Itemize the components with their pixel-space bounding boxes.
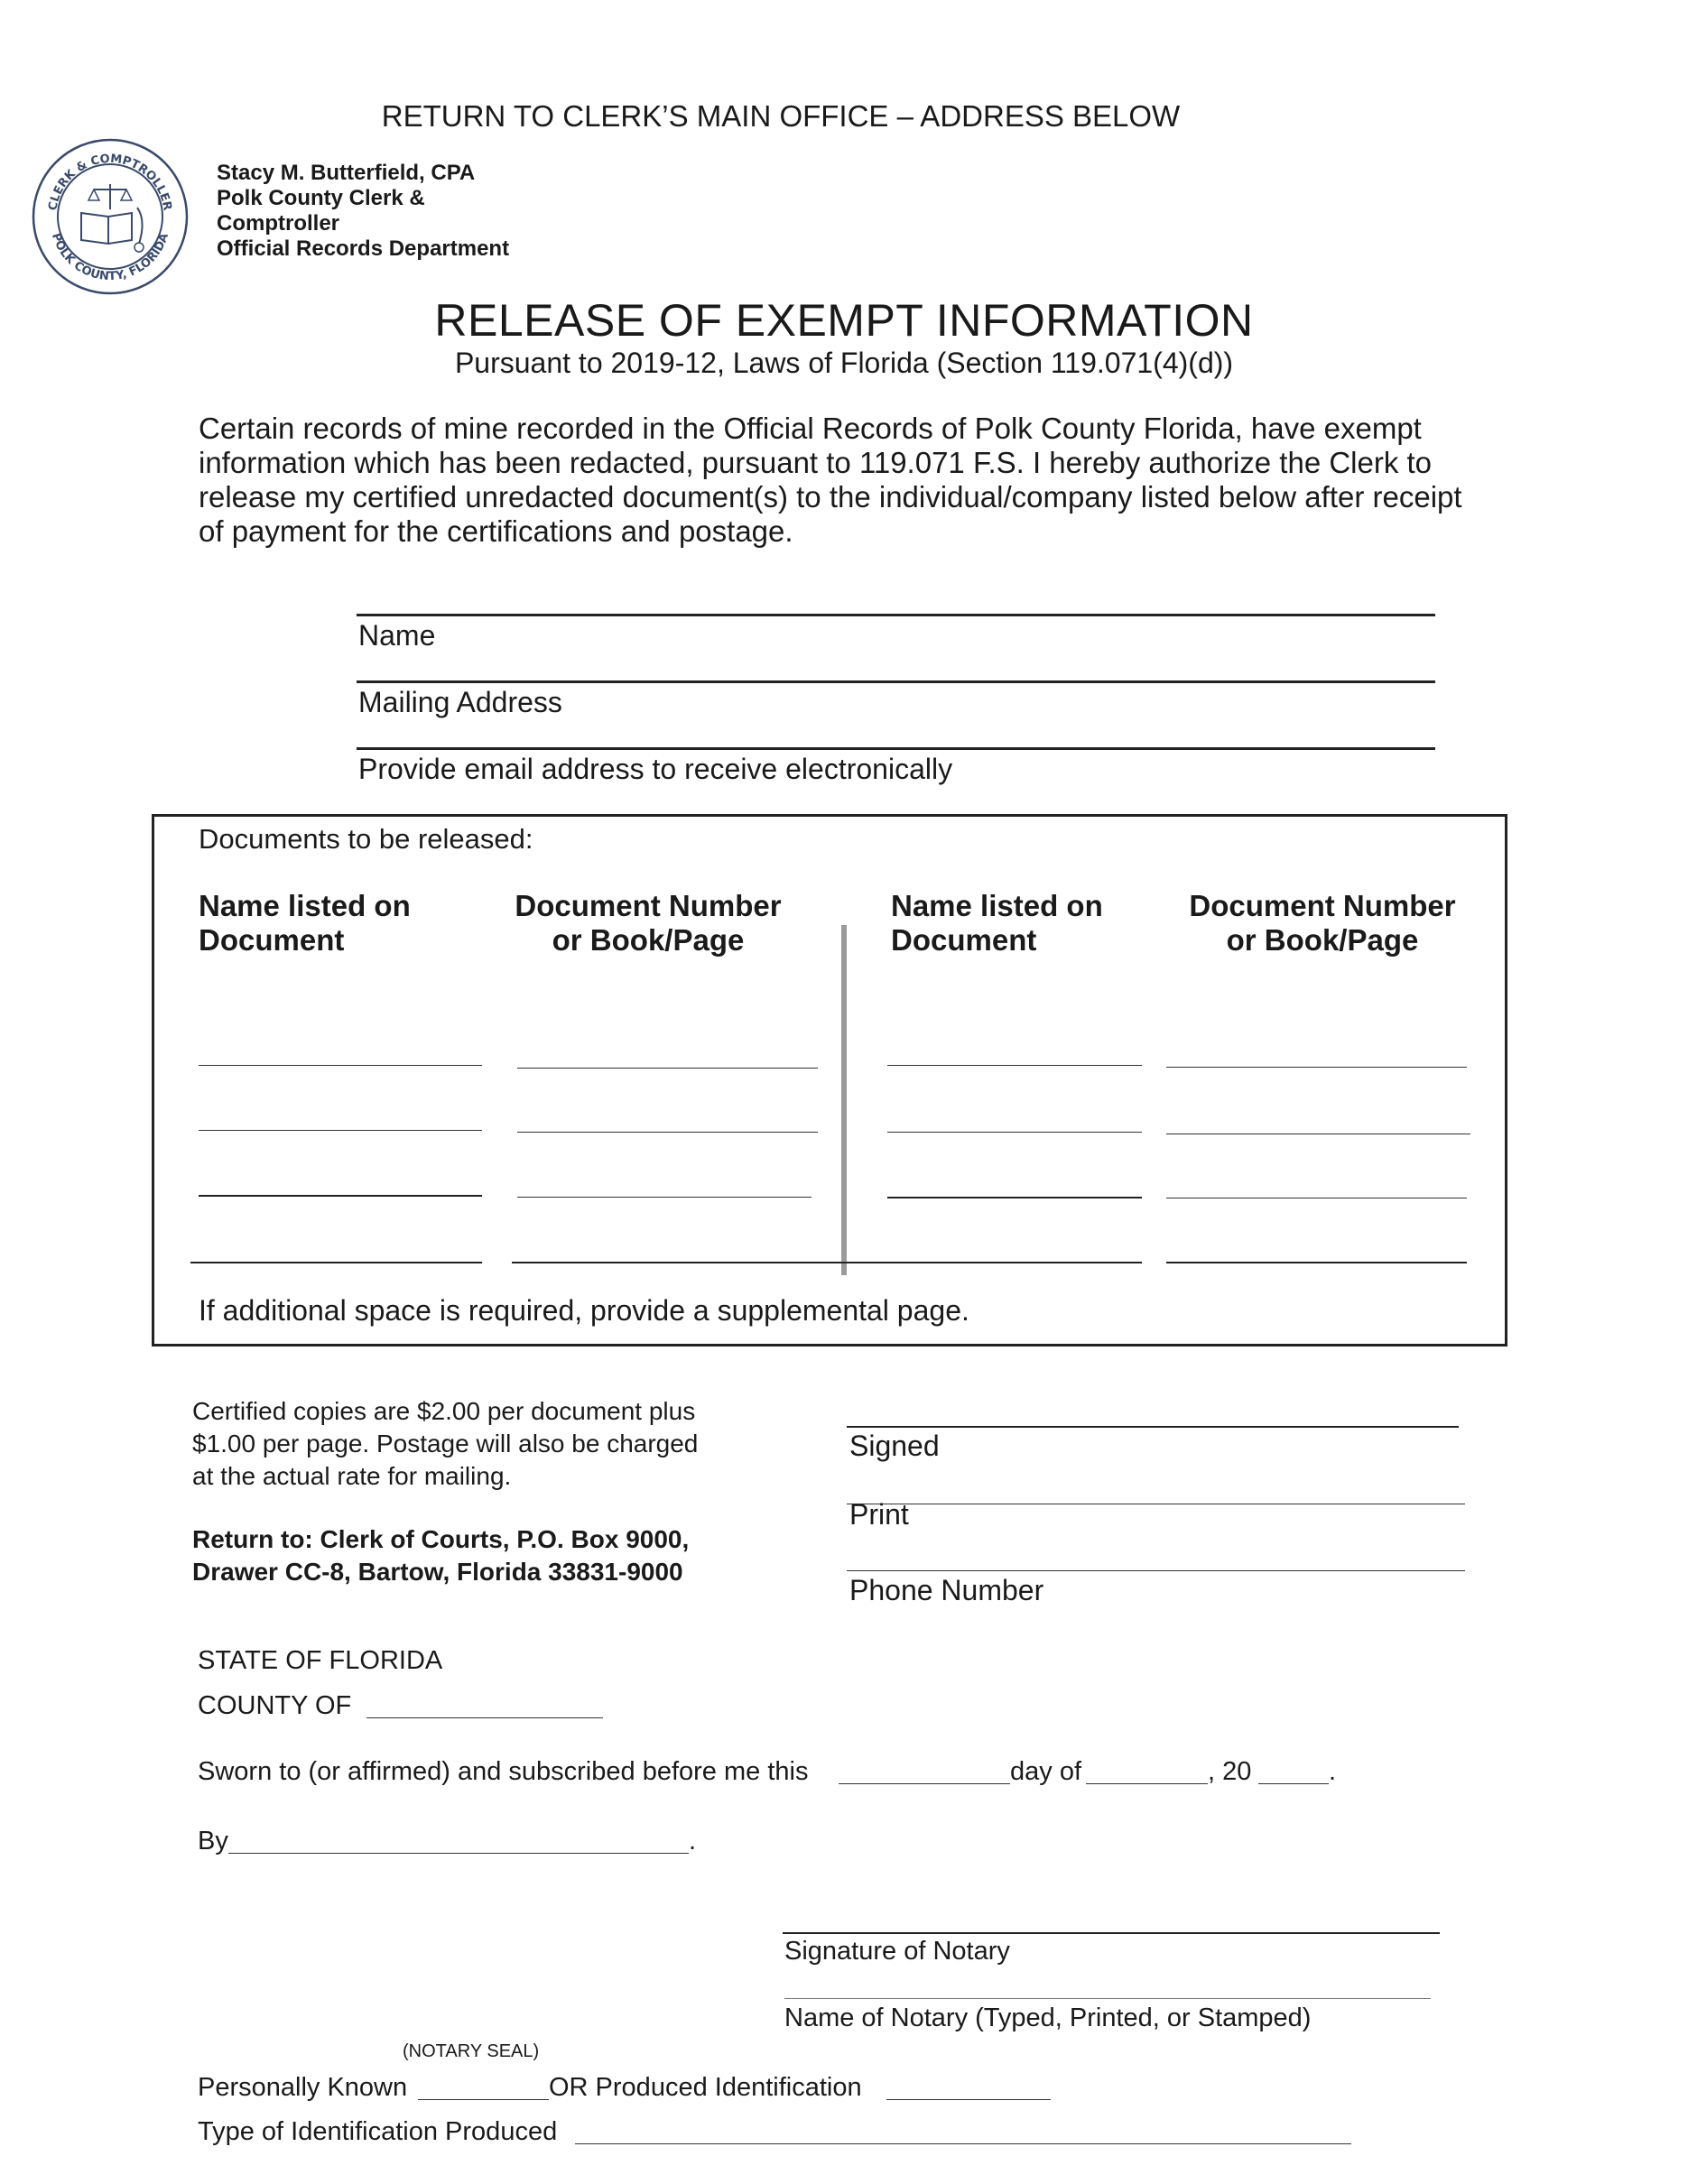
col-header-name-line-2: Document — [199, 923, 345, 957]
email-field-label: Provide email address to receive electronically — [358, 753, 953, 785]
col-header-number-line-2: or Book/Page — [552, 923, 745, 957]
county-input-line[interactable] — [366, 1717, 603, 1718]
doc-entry-line[interactable] — [1166, 1262, 1467, 1263]
doc-entry-line[interactable] — [517, 1068, 818, 1069]
clerk-department: Official Records Department — [217, 236, 510, 261]
authorization-line-2: information which has been redacted, pursuant to 119.071 F.S. I hereby authorize the Clerk to — [199, 446, 1433, 479]
email-input-line[interactable] — [357, 747, 1435, 750]
doc-entry-line[interactable] — [517, 1197, 812, 1198]
clerk-name: Stacy M. Butterfield, CPA — [217, 161, 476, 185]
fee-line-2: $1.00 per page. Postage will also be charged — [192, 1430, 699, 1458]
documents-heading: Documents to be released: — [199, 823, 533, 855]
doc-entry-line[interactable] — [190, 1262, 482, 1263]
clerk-office-line-1: Polk County Clerk & — [217, 186, 425, 210]
notary-name-label: Name of Notary (Typed, Printed, or Stamped) — [784, 2004, 1312, 2032]
svg-text:POLK COUNTY, FLORIDA: POLK COUNTY, FLORIDA — [48, 231, 172, 284]
doc-entry-line[interactable] — [512, 1262, 1142, 1263]
doc-entry-line[interactable] — [199, 1195, 482, 1197]
col-header-number-line-1: Document Number — [1189, 889, 1456, 922]
phone-number-label: Phone Number — [849, 1574, 1044, 1606]
sworn-year-prefix: , 20 — [1208, 1757, 1252, 1786]
personally-known-label: Personally Known — [198, 2073, 408, 2102]
by-period: . — [689, 1827, 697, 1855]
clerk-seal-logo — [31, 137, 190, 296]
sworn-day-input-line[interactable] — [839, 1783, 1010, 1784]
doc-entry-line[interactable] — [887, 1132, 1142, 1133]
identification-type-label: Type of Identification Produced — [198, 2117, 558, 2146]
authorization-line-3: release my certified unredacted document(s) to the individual/company listed below after receipt — [199, 480, 1462, 514]
doc-entry-line[interactable] — [517, 1132, 818, 1133]
produced-identification-input-line[interactable] — [886, 2099, 1051, 2100]
fee-line-3: at the actual rate for mailing. — [192, 1462, 512, 1490]
doc-entry-line[interactable] — [887, 1065, 1142, 1066]
svg-text:CLERK & COMPTROLLER: CLERK & COMPTROLLER — [46, 152, 174, 212]
notary-seal-label: (NOTARY SEAL) — [403, 2041, 540, 2061]
authorization-line-4: of payment for the certifications and postage. — [199, 514, 793, 548]
by-label: By — [198, 1827, 228, 1855]
sworn-day-of: day of — [1010, 1757, 1081, 1786]
signed-label: Signed — [849, 1430, 940, 1462]
form-subtitle: Pursuant to 2019-12, Laws of Florida (Section 119.071(4)(d)) — [454, 347, 1234, 379]
doc-entry-line[interactable] — [887, 1197, 1142, 1198]
supplemental-page-note: If additional space is required, provide a supplemental page. — [199, 1294, 969, 1327]
sworn-year-input-line[interactable] — [1258, 1783, 1329, 1784]
name-input-line[interactable] — [357, 614, 1435, 616]
col-header-name-line-1: Name listed on — [199, 889, 411, 922]
phone-input-line[interactable] — [847, 1570, 1465, 1571]
personally-known-input-line[interactable] — [418, 2099, 549, 2100]
form-title: RELEASE OF EXEMPT INFORMATION — [434, 295, 1254, 346]
sworn-prefix: Sworn to (or affirmed) and subscribed before me this — [198, 1757, 809, 1786]
authorization-line-1: Certain records of mine recorded in the Official Records of Polk County Florida, have exempt — [199, 412, 1422, 445]
col-header-number-line-2: or Book/Page — [1226, 923, 1419, 957]
sworn-period: . — [1329, 1757, 1337, 1786]
col-header-name-line-2: Document — [891, 923, 1037, 957]
notary-signature-input-line[interactable] — [783, 1932, 1440, 1934]
return-address-line-2: Drawer CC-8, Bartow, Florida 33831-9000 — [192, 1558, 683, 1586]
doc-entry-line[interactable] — [1166, 1067, 1467, 1068]
column-divider — [841, 925, 847, 1275]
produced-identification-label: OR Produced Identification — [549, 2073, 862, 2102]
col-header-number-left — [513, 889, 784, 958]
return-to-clerk-header: RETURN TO CLERK’S MAIN OFFICE – ADDRESS BELOW — [381, 99, 1181, 133]
county-label: COUNTY OF — [198, 1691, 352, 1720]
print-label: Print — [849, 1498, 909, 1531]
mailing-address-input-line[interactable] — [357, 680, 1435, 683]
col-header-name-left — [199, 889, 411, 958]
notary-name-input-line[interactable] — [784, 1998, 1431, 1999]
mailing-address-label: Mailing Address — [358, 686, 562, 718]
clerk-office-line-2: Comptroller — [217, 211, 340, 236]
doc-entry-line[interactable] — [199, 1130, 482, 1131]
doc-entry-line[interactable] — [199, 1065, 482, 1066]
fee-line-1: Certified copies are $2.00 per document plus — [192, 1397, 696, 1425]
by-input-line[interactable] — [228, 1853, 689, 1854]
state-label: STATE OF FLORIDA — [198, 1646, 443, 1675]
identification-type-input-line[interactable] — [575, 2143, 1351, 2144]
col-header-name-line-1: Name listed on — [891, 889, 1103, 922]
col-header-number-right — [1187, 889, 1458, 958]
return-address-line-1: Return to: Clerk of Courts, P.O. Box 9000, — [192, 1525, 690, 1553]
notary-signature-label: Signature of Notary — [784, 1937, 1010, 1966]
col-header-number-line-1: Document Number — [515, 889, 782, 922]
col-header-name-right — [891, 889, 1103, 958]
signed-input-line[interactable] — [847, 1426, 1459, 1428]
name-field-label: Name — [358, 619, 436, 652]
sworn-month-input-line[interactable] — [1086, 1783, 1208, 1784]
